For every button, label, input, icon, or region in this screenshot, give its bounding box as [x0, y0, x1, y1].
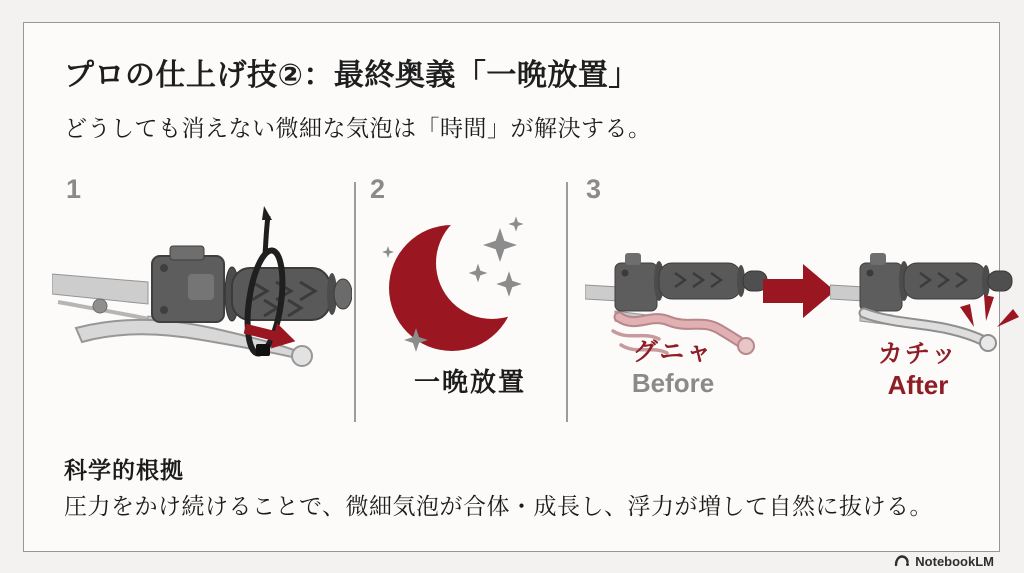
watermark [894, 552, 994, 570]
clamp-top [625, 253, 641, 265]
sparkle-icon [382, 246, 394, 258]
handlebar-tube [585, 285, 619, 301]
step-2-number: 2 [370, 174, 386, 204]
page-title: プロの仕上げ技②：最終奥義「一晩放置」 [64, 59, 639, 92]
overnight-caption: 一晩放置 [413, 367, 526, 397]
master-cylinder-block [615, 263, 657, 311]
before-label: Before [631, 368, 715, 398]
cable-adjuster [93, 299, 107, 313]
block-panel [188, 274, 214, 300]
step-3-number: 3 [586, 174, 602, 204]
master-cylinder-block [860, 263, 902, 311]
bolt [160, 306, 168, 314]
overnight-moon-illustration [380, 210, 560, 365]
sparkle-icon [508, 216, 523, 231]
bolt [867, 270, 874, 277]
before-after-arrow-icon [763, 262, 837, 320]
click-emphasis-icon [960, 295, 1019, 327]
brake-lever-ziptie-illustration [52, 198, 352, 388]
watermark-label: NotebookLM [915, 553, 994, 569]
step-1-number: 1 [66, 174, 82, 204]
lever-ball-end [292, 346, 312, 366]
bar-end-cap [334, 279, 352, 309]
clamp-top [170, 246, 204, 260]
zip-tie-buckle [256, 344, 270, 356]
page-subtitle: どうしても消えない微細な気泡は「時間」が解決する。 [64, 115, 652, 141]
after-label: After [887, 370, 949, 400]
bar-end-cap [988, 271, 1012, 291]
clamp-top [870, 253, 886, 265]
science-body: 圧力をかけ続けることで、微細気泡が合体・成長し、浮力が増して自然に抜ける。 [64, 493, 934, 519]
before-sound-label: グニャ [632, 338, 714, 366]
science-heading: 科学的根拠 [64, 457, 184, 483]
zip-tie-tip [262, 206, 272, 220]
bolt [622, 270, 629, 277]
panel-divider-1 [354, 182, 356, 422]
bolt [160, 264, 168, 272]
handlebar-tube [830, 285, 864, 301]
notebooklm-logo-icon [894, 554, 910, 568]
after-sound-label: カチッ [877, 340, 959, 368]
zip-tie-tail [265, 216, 268, 254]
